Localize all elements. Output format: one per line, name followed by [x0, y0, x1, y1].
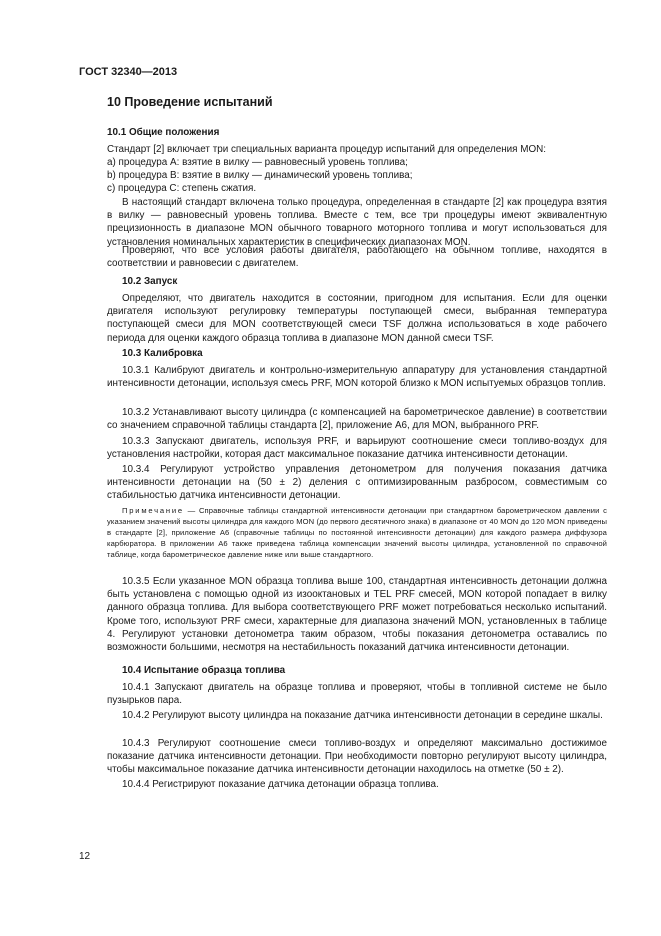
list-item: с) процедура С: степень сжатия. [107, 183, 257, 194]
paragraph-10-4-2: 10.4.2 Регулируют высоту цилиндра на показание датчика интенсивности детонации в середине шкалы. [122, 710, 603, 721]
standard-header: ГОСТ 32340—2013 [79, 66, 178, 78]
paragraph-10-3-1: 10.3.1 Калибруют двигатель и контрольно-измерительную аппаратуру для установления стандартной интенсивности детонации, используя смесь PRF, MON которой близко к MON испытуемых образцов топлив. [107, 365, 607, 390]
page-number: 12 [79, 851, 91, 862]
note-block [107, 505, 607, 560]
subsection-title-10-4: 10.4 Испытание образца топлива [122, 665, 286, 676]
section-title: 10 Проведение испытаний [107, 95, 273, 109]
paragraph-10-1-scope: В настоящий стандарт включена только процедура, определенная в стандарте [2] как процедура взятия в вилку — равновесный уровень топлива. Вместе с тем, все три процедуры имеют эквивалентную прецизионность в диапазоне MON обычного товарного моторного топлива и могут использоваться для установления номинальных характеристик в специфических диапазонах MON. [107, 197, 607, 248]
note-text: — Справочные таблицы стандартной интенсивности детонации при стандартном барометрическом давлении с указанием значений высоты цилиндра для каждого MON (до первого десятичного знака) в диапазоне от 40 MON до 120 MON приведены в стандарте [2], приложение А6 (справочные таблицы по постоянной интенсивности детонации) для каждого размера диффузора карбюратора. В приложении А6 также приведена таблица компенсации значений высоты цилиндра, установленной по справочной таблице, когда барометрическое давление ниже или выше стандартного. [107, 506, 607, 559]
paragraph-10-4-1: 10.4.1 Запускают двигатель на образце топлива и проверяют, чтобы в топливной системе не было пузырьков пара. [107, 682, 607, 707]
paragraph-10-4-3: 10.4.3 Регулируют соотношение смеси топливо-воздух и определяют максимально достижимое показание датчика интенсивности детонации. При необходимости повторно регулируют высоту цилиндра, чтобы максимальное показание датчика интенсивности детонации находилось на отметке (50 ± 2). [107, 738, 607, 776]
paragraph-10-1-intro: Стандарт [2] включает три специальных варианта процедур испытаний для определения MON: [107, 144, 547, 155]
paragraph-10-4-4: 10.4.4 Регистрируют показание датчика детонации образца топлива. [122, 779, 439, 790]
note-label: Примечание [122, 506, 184, 515]
paragraph-10-2: Определяют, что двигатель находится в состоянии, пригодном для испытания. Если для оценки двигателя используют регулировку температуры поступающей смеси, выбранная температура поступающей смеси для MON соответствующей смеси TSF должна использоваться в ходе рабочего периода для оценки каждого образца топлива в диапазоне MON данной смеси TSF. [107, 293, 607, 344]
paragraph-10-3-4: 10.3.4 Регулируют устройство управления детонометром для получения показания датчика интенсивности детонации на (50 ± 2) деления с оптимизированным разбросом, совместимым со стабильностью датчика интенсивности детонации. [107, 464, 607, 502]
list-item: b) процедура В: взятие в вилку — динамический уровень топлива; [107, 170, 413, 181]
paragraph-10-3-3: 10.3.3 Запускают двигатель, используя PRF, и варьируют соотношение смеси топливо-воздух для установления настройки, которая даст максимальное показание датчика интенсивности детонации. [107, 436, 607, 461]
subsection-title-10-2: 10.2 Запуск [122, 276, 178, 287]
paragraph-10-3-5: 10.3.5 Если указанное MON образца топлива выше 100, стандартная интенсивность детонации должна быть установлена с помощью одной из изооктановых и TEL PRF смесей, MON которой попадает в вилку данного образца топлива. Для выбора соответствующего PRF может потребоваться несколько испытаний. Кроме того, используют PRF смеси, характерные для диапазона значений MON, установленных в таблице 4. Регулируют установки детонометра таким образом, чтобы показания детонометра оставались по возможности большими, несмотря на нестабильность показаний датчика интенсивности детонации. [107, 576, 607, 654]
subsection-title-10-3: 10.3 Калибровка [122, 348, 203, 359]
list-item: а) процедура А: взятие в вилку — равновесный уровень топлива; [107, 157, 408, 168]
subsection-title-10-1: 10.1 Общие положения [107, 127, 220, 138]
paragraph-10-3-2: 10.3.2 Устанавливают высоту цилиндра (с компенсацией на барометрическое давление) в соответствии со значением справочной таблицы стандарта [2], приложение А6, для MON, выбранного PRF. [107, 407, 607, 432]
paragraph-10-1-check: Проверяют, что все условия работы двигателя, работающего на обычном топливе, находятся в соответствии и равновесии с двигателем. [107, 245, 607, 270]
